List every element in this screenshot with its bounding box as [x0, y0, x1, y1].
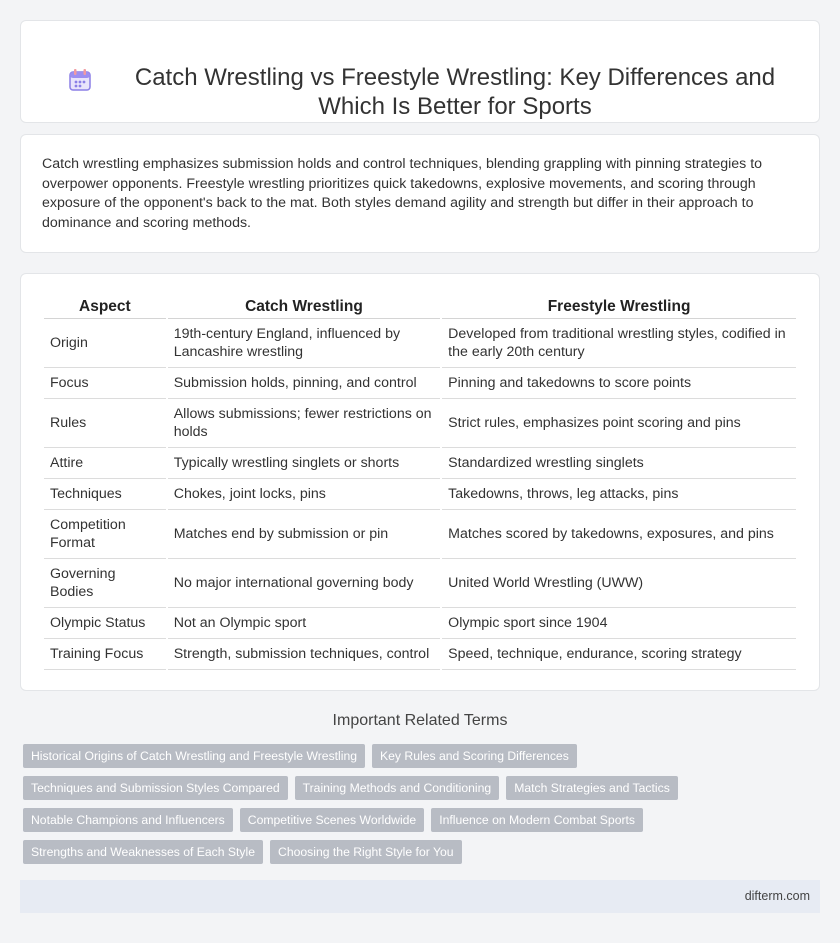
table-row: [44, 608, 796, 639]
cell-freestyle: Strict rules, emphasizes point scoring and pins: [442, 399, 796, 448]
cell-catch: Typically wrestling singlets or shorts: [168, 448, 440, 479]
cell-aspect: Rules: [44, 399, 166, 448]
footer-site-link[interactable]: difterm.com: [744, 889, 810, 903]
related-tag[interactable]: Competitive Scenes Worldwide: [240, 808, 424, 832]
cell-freestyle: Olympic sport since 1904: [442, 608, 796, 639]
cell-catch: Strength, submission techniques, control: [168, 639, 440, 670]
cell-catch: Not an Olympic sport: [168, 608, 440, 639]
cell-catch: Submission holds, pinning, and control: [168, 368, 440, 399]
cell-catch: 19th-century England, influenced by Lancashire wrestling: [168, 319, 440, 368]
cell-freestyle: United World Wrestling (UWW): [442, 559, 796, 608]
cell-aspect: Attire: [44, 448, 166, 479]
related-tag[interactable]: Notable Champions and Influencers: [23, 808, 233, 832]
table-row: [44, 479, 796, 510]
cell-freestyle: Speed, technique, endurance, scoring strategy: [442, 639, 796, 670]
table-header-row: [44, 292, 796, 319]
related-tag[interactable]: Strengths and Weaknesses of Each Style: [23, 840, 263, 864]
header-aspect: Aspect: [44, 292, 166, 319]
related-terms-tags: [23, 744, 723, 872]
related-terms-title: Important Related Terms: [332, 712, 508, 729]
table-row: [44, 399, 796, 448]
cell-catch: No major international governing body: [168, 559, 440, 608]
table-row: [44, 639, 796, 670]
related-tag[interactable]: Historical Origins of Catch Wrestling and Freestyle Wrestling: [23, 744, 365, 768]
related-tag[interactable]: Influence on Modern Combat Sports: [431, 808, 643, 832]
page-title: Catch Wrestling vs Freestyle Wrestling: Key Differences and Which Is Better for Sports: [134, 64, 776, 120]
header-freestyle-wrestling: Freestyle Wrestling: [442, 292, 796, 319]
cell-aspect: Olympic Status: [44, 608, 166, 639]
comparison-table-card: [20, 273, 820, 691]
cell-freestyle: Pinning and takedowns to score points: [442, 368, 796, 399]
cell-aspect: Competition Format: [44, 510, 166, 559]
related-tag[interactable]: Techniques and Submission Styles Compared: [23, 776, 288, 800]
cell-catch: Allows submissions; fewer restrictions on holds: [168, 399, 440, 448]
related-tag[interactable]: Key Rules and Scoring Differences: [372, 744, 577, 768]
related-tag[interactable]: Choosing the Right Style for You: [270, 840, 461, 864]
intro-card: [20, 134, 820, 253]
related-tag[interactable]: Training Methods and Conditioning: [295, 776, 500, 800]
cell-catch: Matches end by submission or pin: [168, 510, 440, 559]
cell-aspect: Governing Bodies: [44, 559, 166, 608]
table-row: [44, 510, 796, 559]
table-row: [44, 448, 796, 479]
intro-text: Catch wrestling emphasizes submission holds and control techniques, blending grappling with pinning strategies to overpower opponents. Freestyle wrestling prioritizes quick takedowns, explosive movements, and scoring through exposure of the opponent's back to the mat. Both styles demand agility and strength but differ in their approach to dominance and scoring methods.: [42, 156, 763, 231]
table-row: [44, 368, 796, 399]
table-row: [44, 559, 796, 608]
cell-freestyle: Developed from traditional wrestling styles, codified in the early 20th century: [442, 319, 796, 368]
cell-freestyle: Matches scored by takedowns, exposures, and pins: [442, 510, 796, 559]
header-catch-wrestling: Catch Wrestling: [168, 292, 440, 319]
cell-catch: Chokes, joint locks, pins: [168, 479, 440, 510]
cell-aspect: Focus: [44, 368, 166, 399]
cell-freestyle: Standardized wrestling singlets: [442, 448, 796, 479]
related-tag[interactable]: Match Strategies and Tactics: [506, 776, 678, 800]
table-row: [44, 319, 796, 368]
footer: [20, 880, 820, 913]
title-card: [20, 20, 820, 123]
cell-aspect: Techniques: [44, 479, 166, 510]
cell-aspect: Training Focus: [44, 639, 166, 670]
cell-freestyle: Takedowns, throws, leg attacks, pins: [442, 479, 796, 510]
cell-aspect: Origin: [44, 319, 166, 368]
calendar-icon: [67, 67, 93, 93]
comparison-table: [42, 292, 798, 670]
